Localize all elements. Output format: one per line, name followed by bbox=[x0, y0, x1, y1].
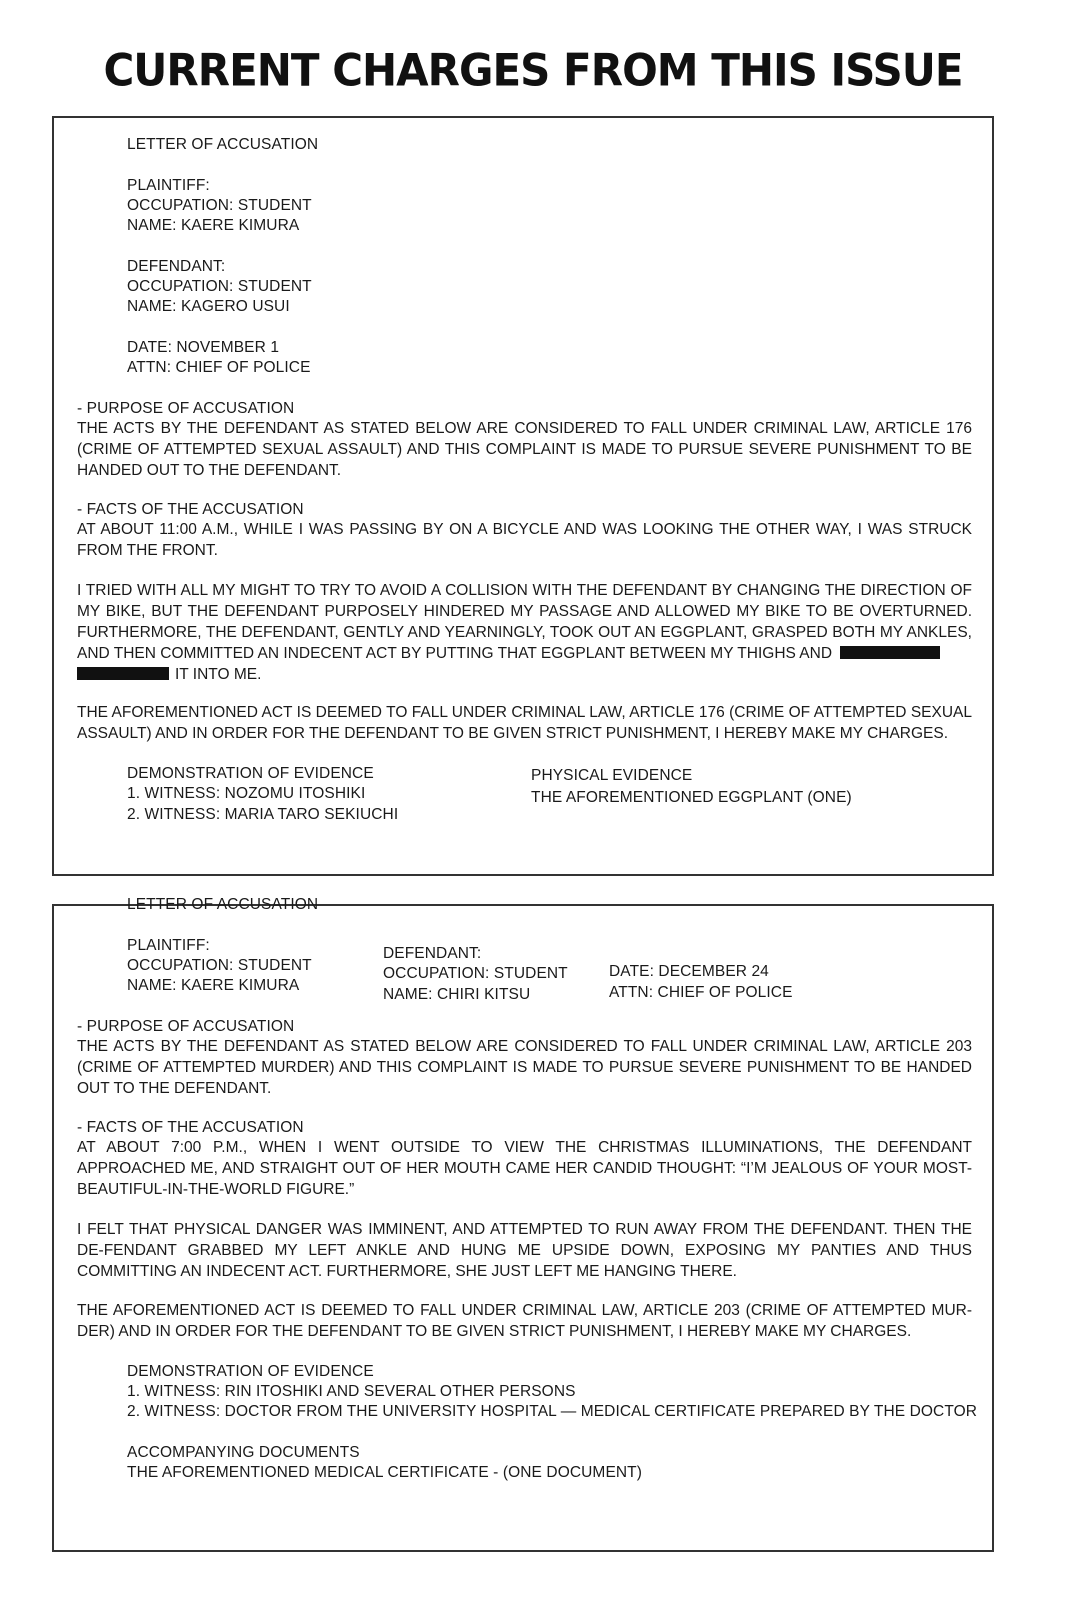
plaintiff-occupation: OCCUPATION: STUDENT bbox=[127, 957, 312, 974]
physical-evidence-heading: PHYSICAL EVIDENCE bbox=[531, 767, 693, 784]
plaintiff-label: PLAINTIFF: bbox=[127, 177, 210, 194]
conclusion-text: THE AFOREMENTIONED ACT IS DEEMED TO FALL UNDER CRIMINAL LAW, ARTICLE 176 (CRIME OF ATTEMPTED SEXUAL ASSAULT) AND IN ORDER FOR THE DEFENDANT TO BE GIVEN STRICT PUNISHMENT, I HEREBY MAKE MY CHARGES. bbox=[77, 704, 972, 742]
plaintiff-name: NAME: KAERE KIMURA bbox=[127, 217, 300, 234]
defendant-name: NAME: CHIRI KITSU bbox=[383, 986, 531, 1003]
facts-text-2 bbox=[77, 580, 972, 685]
letter-date: DATE: NOVEMBER 1 bbox=[127, 339, 280, 356]
purpose-text: THE ACTS BY THE DEFENDANT AS STATED BELOW ARE CONSIDERED TO FALL UNDER CRIMINAL LAW, ARTICLE 203 (CRIME OF ATTEMPTED MURDER) AND THIS COMPLAINT IS MADE TO PURSUE SEVERE PUNISHMENT TO BE HANDED OUT TO THE DEFENDANT. bbox=[77, 1038, 972, 1097]
redaction-bar bbox=[840, 646, 940, 659]
witness-2: 2. WITNESS: DOCTOR FROM THE UNIVERSITY HOSPITAL — MEDICAL CERTIFICATE PREPARED BY THE DOCTOR bbox=[127, 1403, 978, 1420]
letter-attn: ATTN: CHIEF OF POLICE bbox=[609, 984, 793, 1001]
facts-heading: - FACTS OF THE ACCUSATION bbox=[77, 1119, 304, 1136]
defendant-label: DEFENDANT: bbox=[127, 258, 226, 275]
facts-text: AT ABOUT 11:00 A.M., WHILE I WAS PASSING BY ON A BICYCLE AND WAS LOOKING THE OTHER WAY, I WAS STRUCK FROM THE FRONT. bbox=[77, 521, 972, 559]
witness-2: 2. WITNESS: MARIA TARO SEKIUCHI bbox=[127, 806, 399, 823]
defendant-occupation: OCCUPATION: STUDENT bbox=[127, 278, 312, 295]
purpose-heading: - PURPOSE OF ACCUSATION bbox=[77, 400, 295, 417]
defendant-label: DEFENDANT: bbox=[383, 945, 482, 962]
facts-text-2-before: I TRIED WITH ALL MY MIGHT TO TRY TO AVOID A COLLISION WITH THE DEFENDANT BY CHANGING THE DIRECTION OF MY BIKE, BUT THE DEFENDANT PURPOSELY HINDERED MY PASSAGE AND ALLOWED MY BIKE TO BE OVERTURNED. FURTHERMORE, THE DEFENDANT, GENTLY AND YEARNINGLY, TOOK OUT AN EGGPLANT, GRASPED BOTH MY ANKLES, AND THEN COMMITTED AN INDECENT ACT BY PUTTING THAT EGGPLANT BETWEEN MY THIGHS AND bbox=[77, 582, 972, 662]
witness-1: 1. WITNESS: NOZOMU ITOSHIKI bbox=[127, 785, 366, 802]
facts-text: AT ABOUT 7:00 P.M., WHEN I WENT OUTSIDE TO VIEW THE CHRISTMAS ILLUMINATIONS, THE DEFENDANT APPROACHED ME, AND STRAIGHT OUT OF HER MOUTH CAME HER CANDID THOUGHT: “I’M JEALOUS OF YOUR MOST-BEAUTIFUL-IN-THE-WORLD FIGURE.” bbox=[77, 1139, 972, 1198]
purpose-heading: - PURPOSE OF ACCUSATION bbox=[77, 1018, 295, 1035]
letter-date: DATE: DECEMBER 24 bbox=[609, 963, 769, 980]
documents-item: THE AFOREMENTIONED MEDICAL CERTIFICATE - (ONE DOCUMENT) bbox=[127, 1464, 643, 1481]
page-title: CURRENT CHARGES FROM THIS ISSUE bbox=[103, 44, 963, 97]
plaintiff-occupation: OCCUPATION: STUDENT bbox=[127, 197, 312, 214]
letter-heading: LETTER OF ACCUSATION bbox=[127, 136, 319, 153]
facts-heading: - FACTS OF THE ACCUSATION bbox=[77, 501, 304, 518]
letter-attn: ATTN: CHIEF OF POLICE bbox=[127, 359, 311, 376]
witness-1: 1. WITNESS: RIN ITOSHIKI AND SEVERAL OTHER PERSONS bbox=[127, 1383, 576, 1400]
defendant-occupation: OCCUPATION: STUDENT bbox=[383, 965, 568, 982]
purpose-text: THE ACTS BY THE DEFENDANT AS STATED BELOW ARE CONSIDERED TO FALL UNDER CRIMINAL LAW, ARTICLE 176 (CRIME OF ATTEMPTED SEXUAL ASSAULT) AND THIS COMPLAINT IS MADE TO PURSUE SEVERE PUNISHMENT TO BE HANDED OUT TO THE DEFENDANT. bbox=[77, 420, 972, 479]
evidence-heading: DEMONSTRATION OF EVIDENCE bbox=[127, 1363, 374, 1380]
conclusion-text: THE AFOREMENTIONED ACT IS DEEMED TO FALL UNDER CRIMINAL LAW, ARTICLE 203 (CRIME OF ATTEMPTED MUR-DER) AND IN ORDER FOR THE DEFENDANT TO BE GIVEN STRICT PUNISHMENT, I HEREBY MAKE MY CHARGES. bbox=[77, 1302, 972, 1340]
facts-text-2: I FELT THAT PHYSICAL DANGER WAS IMMINENT, AND ATTEMPTED TO RUN AWAY FROM THE DEFENDANT. THEN THE DE-FENDANT GRABBED MY LEFT ANKLE AND HUNG ME UPSIDE DOWN, EXPOSING MY PANTIES AND THUS COMMITTING AN INDECENT ACT. FURTHERMORE, SHE JUST LEFT ME HANGING THERE. bbox=[77, 1221, 972, 1280]
accusation-letter-2 bbox=[52, 896, 994, 1552]
physical-evidence-item: THE AFOREMENTIONED EGGPLANT (ONE) bbox=[531, 789, 852, 806]
redaction-bar bbox=[77, 667, 169, 680]
documents-heading: ACCOMPANYING DOCUMENTS bbox=[127, 1444, 360, 1461]
accusation-letter-1 bbox=[52, 116, 994, 876]
facts-text-2-after: IT INTO ME. bbox=[175, 666, 262, 683]
defendant-name: NAME: KAGERO USUI bbox=[127, 298, 290, 315]
plaintiff-label: PLAINTIFF: bbox=[127, 937, 210, 954]
plaintiff-name: NAME: KAERE KIMURA bbox=[127, 977, 300, 994]
letter-heading: LETTER OF ACCUSATION bbox=[127, 896, 319, 913]
evidence-heading: DEMONSTRATION OF EVIDENCE bbox=[127, 765, 374, 782]
